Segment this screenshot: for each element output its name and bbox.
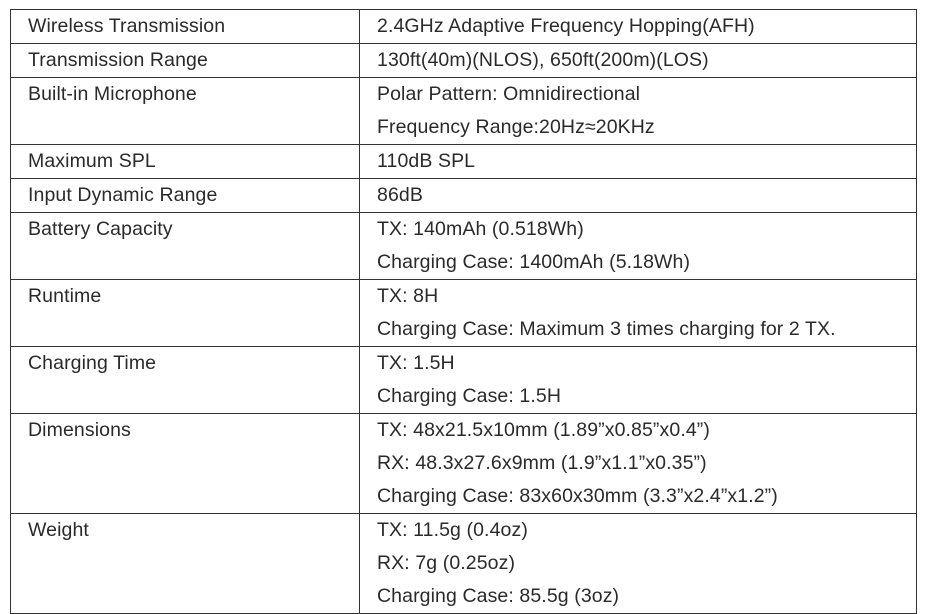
spec-table <box>10 9 917 614</box>
spec-label-text: Input Dynamic Range <box>28 184 218 206</box>
spec-value-line: 130ft(40m)(NLOS), 650ft(200m)(LOS) <box>377 49 709 71</box>
spec-label <box>11 280 360 347</box>
spec-value-line: TX: 1.5H <box>377 352 455 374</box>
spec-label-text: Transmission Range <box>28 49 208 71</box>
spec-label <box>11 10 360 44</box>
spec-table-body <box>11 10 917 614</box>
spec-value-line: Frequency Range:20Hz≈20KHz <box>377 116 655 138</box>
spec-row-input-dynamic-range <box>11 179 917 213</box>
spec-value-line: Charging Case: Maximum 3 times charging for 2 TX. <box>377 318 836 340</box>
spec-value-line: Polar Pattern: Omnidirectional <box>377 83 641 105</box>
spec-value-line: TX: 11.5g (0.4oz) <box>377 519 528 541</box>
spec-label <box>11 44 360 78</box>
spec-row-runtime <box>11 280 917 347</box>
spec-value-line: 86dB <box>377 184 423 206</box>
spec-row-transmission-range <box>11 44 917 78</box>
spec-value-line: TX: 48x21.5x10mm (1.89”x0.85”x0.4”) <box>377 419 710 441</box>
spec-row-maximum-spl <box>11 145 917 179</box>
spec-value-line: Charging Case: 1.5H <box>377 385 561 407</box>
spec-value <box>360 213 917 280</box>
spec-label <box>11 347 360 414</box>
spec-label-text: Weight <box>28 519 89 541</box>
spec-label-text: Dimensions <box>28 419 131 441</box>
spec-label <box>11 514 360 614</box>
spec-row-built-in-microphone <box>11 78 917 145</box>
spec-value <box>360 514 917 614</box>
spec-value <box>360 145 917 179</box>
spec-value-line: 110dB SPL <box>377 150 476 172</box>
spec-label-text: Wireless Transmission <box>28 15 226 37</box>
spec-value <box>360 347 917 414</box>
spec-label-text: Runtime <box>28 285 102 307</box>
spec-value <box>360 78 917 145</box>
spec-label <box>11 213 360 280</box>
spec-label <box>11 179 360 213</box>
spec-label <box>11 78 360 145</box>
spec-value <box>360 44 917 78</box>
spec-row-charging-time <box>11 347 917 414</box>
spec-value <box>360 280 917 347</box>
spec-value-line: 2.4GHz Adaptive Frequency Hopping(AFH) <box>377 15 755 37</box>
spec-value-line: RX: 7g (0.25oz) <box>377 552 516 574</box>
spec-label-text: Charging Time <box>28 352 157 374</box>
spec-row-weight <box>11 514 917 614</box>
spec-value <box>360 414 917 514</box>
spec-row-wireless-transmission <box>11 10 917 44</box>
spec-value-line: TX: 8H <box>377 285 439 307</box>
spec-label <box>11 145 360 179</box>
spec-value-line: TX: 140mAh (0.518Wh) <box>377 218 584 240</box>
spec-label <box>11 414 360 514</box>
spec-label-text: Battery Capacity <box>28 218 173 240</box>
spec-value <box>360 179 917 213</box>
spec-value-line: Charging Case: 85.5g (3oz) <box>377 585 620 607</box>
spec-value-line: Charging Case: 83x60x30mm (3.3”x2.4”x1.2”) <box>377 485 778 507</box>
spec-label-text: Maximum SPL <box>28 150 156 172</box>
spec-row-battery-capacity <box>11 213 917 280</box>
spec-row-dimensions <box>11 414 917 514</box>
spec-label-text: Built-in Microphone <box>28 83 197 105</box>
spec-value-line: RX: 48.3x27.6x9mm (1.9”x1.1”x0.35”) <box>377 452 707 474</box>
spec-value-line: Charging Case: 1400mAh (5.18Wh) <box>377 251 691 273</box>
spec-value <box>360 10 917 44</box>
